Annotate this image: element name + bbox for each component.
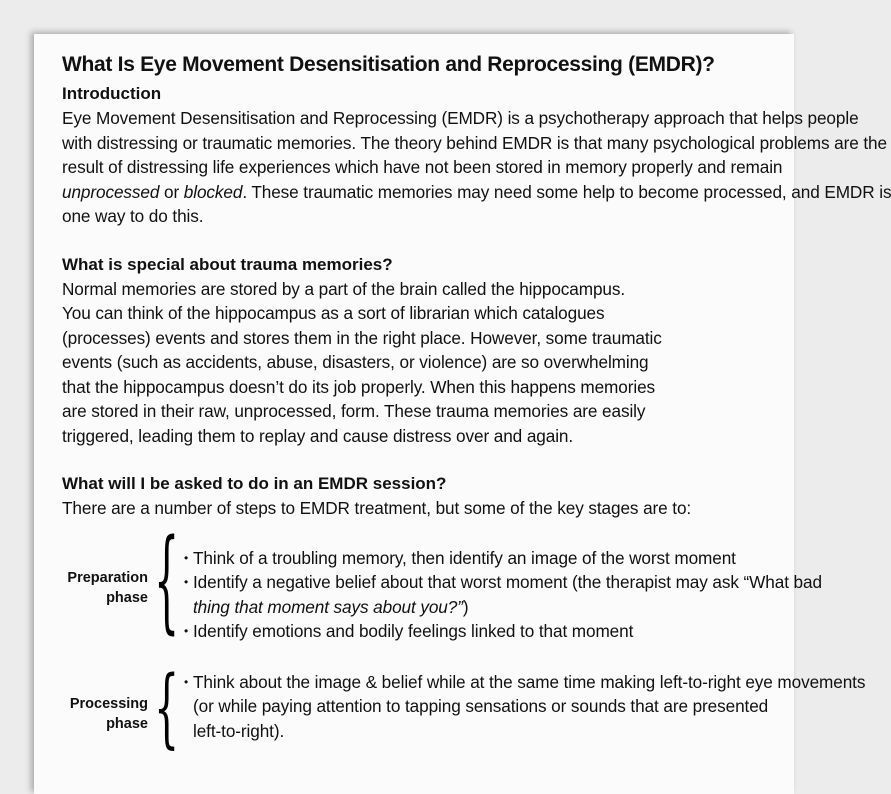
bullet-icon: •	[184, 674, 189, 689]
unprocessed-term: unprocessed	[62, 181, 160, 202]
special-line: are stored in their raw, unprocessed, form. These trauma memories are easily	[62, 401, 646, 421]
intro-line: Eye Movement Desensitisation and Reprocessing (EMDR) is a psychotherapy approach that helps people	[62, 108, 859, 128]
session-line: There are a number of steps to EMDR treatment, but some of the key stages are to:	[62, 498, 692, 518]
special-line: You can think of the hippocampus as a sort of librarian which catalogues	[62, 303, 605, 323]
intro-heading: Introduction	[62, 84, 162, 103]
intro-line: with distressing or traumatic memories. The theory behind EMDR is that many psychological problems are the	[62, 132, 887, 153]
bullet-continuation: (or while paying attention to tapping sensations or sounds that are presented	[193, 696, 769, 716]
intro-line: one way to do this.	[62, 206, 204, 226]
bullet-icon: •	[184, 624, 189, 638]
blocked-term: blocked	[183, 181, 243, 202]
special-heading: What is special about trauma memories?	[62, 254, 393, 274]
document-content	[62, 48, 891, 766]
bullet-continuation: left-to-right).	[193, 720, 285, 741]
special-line: Normal memories are stored by a part of the brain called the hippocampus.	[62, 278, 626, 299]
document-page	[34, 34, 891, 794]
bullet-icon: •	[184, 550, 189, 565]
bullet-continuation	[184, 595, 822, 620]
processing-phase	[62, 656, 866, 766]
preparation-bullets	[184, 546, 822, 644]
bullet-text: Think about the image & belief while at the same time making left-to-right eye movements	[193, 671, 866, 692]
preparation-phase-label: Preparation phase	[67, 569, 148, 606]
special-line: events (such as accidents, abuse, disasters, or violence) are so overwhelming	[62, 352, 649, 372]
bullet-item	[184, 570, 822, 595]
intro-connector: or	[159, 181, 184, 202]
page-title: What Is Eye Movement Desensitisation and Reprocessing (EMDR)?	[62, 53, 715, 76]
processing-bullets	[184, 670, 865, 744]
bullet-text: Identify a negative belief about that worst moment (the therapist may ask “What bad	[193, 572, 822, 592]
bullet-item	[184, 670, 865, 695]
session-heading: What will I be asked to do in an EMDR session?	[62, 474, 447, 493]
bullet-item	[184, 619, 822, 644]
intro-line-rest: . These traumatic memories may need some help to become processed, and EMDR is	[242, 181, 891, 202]
bullet-text-italic: thing that moment says about you?”	[193, 596, 463, 617]
bullet-text: Think of a troubling memory, then identify an image of the worst moment	[193, 547, 736, 568]
special-line: that the hippocampus doesn’t do its job properly. When this happens memories	[62, 376, 656, 397]
preparation-phase	[62, 514, 822, 645]
special-line: (processes) events and stores them in the right place. However, some traumatic	[62, 327, 662, 348]
bullet-text-close: )	[462, 596, 469, 617]
intro-line: result of distressing life experiences which have not been stored in memory properly and remain	[62, 157, 783, 177]
processing-phase-label: Processing phase	[69, 695, 148, 732]
bullet-text: Identify emotions and bodily feelings linked to that moment	[193, 621, 634, 641]
left-brace-icon: {	[154, 514, 180, 645]
special-line: triggered, leading them to replay and cause distress over and again.	[62, 425, 574, 446]
bullet-item	[184, 546, 822, 571]
left-brace-icon: {	[154, 656, 180, 758]
bullet-icon: •	[184, 575, 189, 589]
intro-line	[62, 180, 891, 205]
